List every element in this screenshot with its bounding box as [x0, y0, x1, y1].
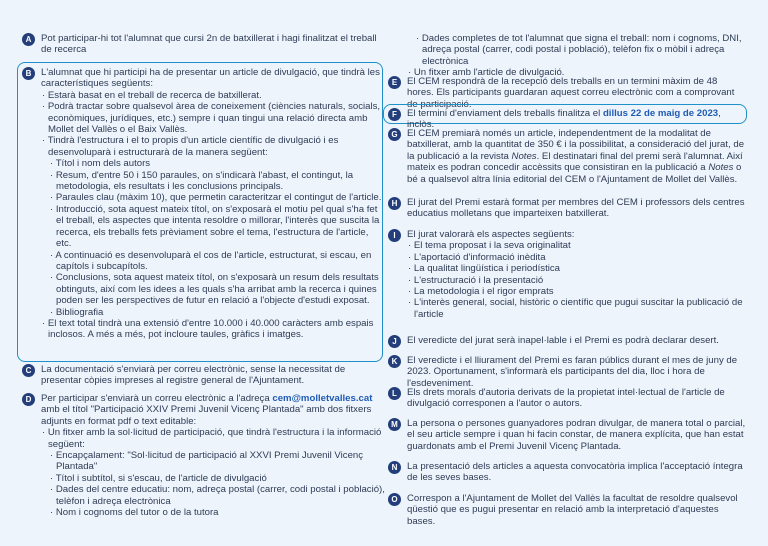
sub-list-item: · Introducció, sota aquest mateix títol, on s'exposarà el motiu pel qual s'ha fet el treball, els aspectes que intenta resoldre o millorar, l'interès que suscita la recerca, els treballs fets prèviament sobre el tema, l'estructura de l'article, etc. [50, 203, 380, 250]
section-badge: N [388, 461, 401, 474]
list-item: · L'interès general, social, històric o científic que pugui suscitar la publicació de l'article [408, 297, 743, 320]
sub-list-item: · Nom i cognoms del tutor o de la tutora [50, 507, 219, 519]
section-c [22, 364, 386, 387]
section-d [22, 393, 386, 518]
section-text: La documentació s'enviarà per correu electrònic, sense la necessitat de presentar còpies impreses al registre general de l'Ajuntament. [41, 364, 346, 387]
section-badge: I [388, 229, 401, 242]
section-badge: M [388, 418, 401, 431]
section-text: El CEM premiarà només un article, independentment de la modalitat de batxillerat, amb la quantitat de 350 € i la possibilitat, a consideració del jurat, de la publicació a la revista Notes. El destinatari final del premi serà l'alumnat. Així mateix es podran concedir accèssits que consistiran en la publicació a Notes o bé a qualsevol altra línia editorial del CEM o l'Ajuntament de Mollet del Vallès. [407, 128, 745, 185]
list-item: · Un fitxer amb l'article de divulgació. [408, 67, 565, 79]
section-text: Correspon a l'Ajuntament de Mollet del Vallès la facultat de resoldre qualsevol qüestió que es pugui presentar en relació amb la interpretació d'aquestes bases. [407, 493, 738, 527]
section-badge: O [388, 493, 401, 506]
sub-list-item: · Dades del centre educatiu: nom, adreça postal (carrer, codi postal i població), telèfon i adreça electrònica [50, 484, 385, 507]
section-l [388, 387, 746, 410]
sub-list-item: · Paraules clau (màxim 10), que permetin caracteritzar el contingut de l'article. [50, 192, 382, 204]
list-item: · Estarà basat en el treball de recerca de batxillerat. [42, 89, 262, 101]
section-badge: E [388, 76, 401, 89]
section-d-continued [388, 33, 746, 79]
sub-list-item: · Títol i nom dels autors [50, 158, 151, 170]
section-text: El veredicte del jurat serà inapel·lable i el Premi es podrà declarar desert. [407, 335, 719, 346]
sub-list-item: · Bibliografia [50, 306, 104, 318]
section-text: El CEM respondrà de la recepció dels treballs en un termini màxim de 48 hores. Els participants guardaran aquest correu electrònic com a comprovant de participació. [407, 76, 735, 110]
email-link[interactable]: cem@molletvalles.cat [272, 393, 373, 404]
sub-list-item: · Títol i subtítol, si s'escau, de l'article de divulgació [50, 472, 267, 484]
section-text: Pot participar-hi tot l'alumnat que cursi 2n de batxillerat i hagi finalitzat el treball de recerca [41, 33, 377, 56]
section-a [22, 33, 386, 56]
section-badge: G [388, 128, 401, 141]
section-n [388, 461, 746, 484]
section-text: El jurat del Premi estarà format per membres del CEM i professors dels centres educatius molletans que imparteixen batxillerat. [407, 197, 745, 220]
section-text: L'alumnat que hi participi ha de presentar un article de divulgació, que tindrà les característiques següents: [41, 67, 380, 90]
list-item: · El text total tindrà una extensió d'entre 10.000 i 40.000 caràcters amb espais inclosos. A més a més, pot incloure taules, gràfics i imatges. [42, 317, 374, 341]
sub-list-item: · Dades completes de tot l'alumnat que signa el treball: nom i cognoms, DNI, adreça postal (carrer, codi postal i població), telèfon fix o mòbil i adreça electrònica [416, 33, 742, 67]
sub-list-item: · Conclusions, sota aquest mateix títol, on s'exposarà un resum dels resultats obtinguts, així com les idees a les quals s'ha arribat amb la recerca i quines poden ser les perspectives de futur en relació a l'objecte d'estudi exposat. [50, 272, 379, 307]
section-text: El veredicte i el lliurament del Premi es faran públics durant el mes de juny de 2023. Oportunament, s'informarà els participants del dia, lloc i hora de l'esdeveniment. [407, 355, 738, 389]
section-badge: D [22, 393, 35, 406]
list-item: · L'aportació d'informació inèdita [408, 251, 546, 263]
sub-list-item: · Encapçalament: "Sol·licitud de participació al XXVI Premi Juvenil Vicenç Plantada" [50, 450, 364, 473]
section-badge: K [388, 355, 401, 368]
sub-list-item: · Resum, d'entre 50 i 150 paraules, on s'indicarà l'abast, el contingut, la metodologia, els resultats i les conclusions principals. [50, 169, 354, 193]
section-text: El jurat valorarà els aspectes següents: [407, 229, 575, 240]
section-text: La presentació dels articles a aquesta convocatòria implica l'acceptació íntegra de les seves bases. [407, 461, 743, 484]
deadline-date: dillus 22 de maig de 2023 [602, 108, 719, 119]
section-m [388, 418, 746, 452]
section-o [388, 493, 746, 527]
section-badge: F [388, 108, 401, 121]
list-item: · El tema proposat i la seva originalitat [408, 240, 571, 252]
list-item: · Un fitxer amb la sol·licitud de participació, que tindrà l'estructura i la informació següent: [42, 427, 382, 450]
section-badge: H [388, 197, 401, 210]
section-badge: J [388, 335, 401, 348]
section-g [388, 128, 746, 185]
section-badge: B [22, 67, 35, 80]
list-item: · La metodologia i el rigor emprats [408, 286, 554, 298]
sub-list-item: · A continuació es desenvoluparà el cos de l'article, estructurat, si escau, en capítols i subcapítols. [50, 249, 372, 272]
section-h [388, 197, 746, 220]
section-k [388, 355, 746, 389]
section-badge: C [22, 364, 35, 377]
section-text: Els drets morals d'autoria derivats de la propietat intel·lectual de l'article de divulgació corresponen a l'autor o autors. [407, 387, 725, 410]
section-badge: L [388, 387, 401, 400]
list-item: · L'estructuració i la presentació [408, 274, 544, 286]
list-item: · Podrà tractar sobre qualsevol àrea de coneixement (ciències naturals, socials, econòmiques, jurídiques, etc.) sempre i quan tingui una relació directa amb Mollet del Vallès o el Baix Vallès. [42, 101, 381, 136]
section-j [388, 335, 746, 346]
section-text: La persona o persones guanyadores podran divulgar, de manera total o parcial, el seu article sempre i quan hi facin constar, de manera explícita, que han estat guardonats amb el Premi Juvenil Vicenç Plantada. [407, 418, 746, 452]
section-i [388, 229, 746, 320]
list-item: · La qualitat lingüística i periodística [408, 263, 560, 275]
list-item: · Tindrà l'estructura i el to propis d'un article científic de divulgació i es desenvoluparà i estructurarà de la manera següent: [42, 135, 339, 158]
section-b [22, 67, 386, 341]
section-badge: A [22, 33, 35, 46]
section-text: Per participar s'enviarà un correu electrònic a l'adreça cem@molletvalles.cat amb el títol "Participació XXIV Premi Juvenil Vicenç Plantada" amb dos fitxers adjunts en format pdf o text editable: [41, 393, 373, 427]
section-text: El termini d'enviament dels treballs finalitza el dillus 22 de maig de 2023, inclòs. [407, 108, 721, 131]
